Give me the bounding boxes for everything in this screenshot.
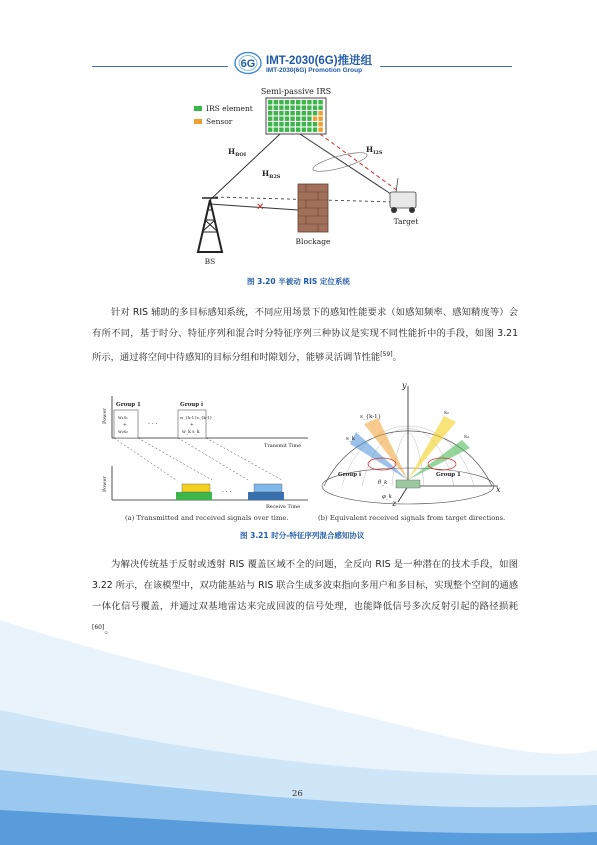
axis-z: z [392,499,397,508]
theta-label: θ_k [378,480,388,486]
irs-element-cell [296,117,300,121]
panel-a [102,396,308,510]
link-irs-target-dashed [320,134,402,194]
irs-element-cell [302,128,306,132]
legend-sensor-label: Sensor [206,117,233,126]
power-label-bottom: Power [102,476,108,492]
irs-element-cell [307,122,311,126]
irs-element-cell [290,100,294,104]
irs-element-cell [274,128,278,132]
irs-element-cell [313,128,317,132]
link-bs-irs [210,134,280,200]
irs-element-cell [313,122,317,126]
irs-element-cell [290,128,294,132]
paragraph-1: 针对 RIS 辅助的多目标感知系统，不同应用场景下的感知性能要求（如感知频率、感知精度等）会有所不同，基于时分、特征序列和混合时分特征序列三种协议是实现不同性能折中的手段，如图 3.21 所示，通过将空间中待感知的目标分组和时隙划分，能够灵活调节性能[59]。 [92,307,518,364]
irs-element-cell [296,100,300,104]
irs-element-cell [285,100,289,104]
legend-irs-label: IRS element [206,104,253,113]
axis-y: y [402,381,407,390]
svg-text:+: + [123,423,127,428]
panel-b [322,381,501,508]
target-label: Target [393,217,419,226]
irs-element-cell [268,128,272,132]
irs-element-cell [313,106,317,110]
blockage-wall [298,184,328,232]
irs-element-cell [274,122,278,126]
blocked-mark-icon: ✕ [256,202,265,213]
figure-3-21-caption: 图 3.21 时分-特征序列混合感知协议 [240,531,365,540]
power-label-top: Power [102,408,108,424]
sensor-cell [318,111,322,115]
irs-element-cell [313,111,317,115]
h-bi-label: $H_{BOI}$ [228,147,247,158]
axis-x: x [496,485,501,494]
irs-element-cell [268,100,272,104]
irs-element-cell [290,106,294,110]
irs-element-cell [285,122,289,126]
irs-element-cell [302,111,306,115]
svg-text:w₂s₂: w₂s₂ [118,430,128,435]
irs-element-cell [285,106,289,110]
sensor-cell [318,122,322,126]
figure-3-21 [92,376,510,528]
header-rule-right [380,66,512,67]
irs-element-cell [302,106,306,110]
subcaption-a: (a) Transmitted and received signals over time. [125,514,289,522]
header-subtitle: IMT-2030(6G) Promotion Group [266,67,363,74]
header-rule-left [92,66,228,67]
irs-element-cell [307,117,311,121]
sensor-cell [318,117,322,121]
svg-text:w_k s_k: w_k s_k [182,430,200,435]
link-bs-blockage [210,204,298,210]
page-number: 26 [292,789,303,799]
reference-59: [59] [380,351,393,358]
irs-element-cell [274,117,278,121]
bs-label: BS [204,257,216,266]
irs-element-cell [318,106,322,110]
irs-element-cell [274,111,278,115]
irs-element-cell [285,111,289,115]
beam-ellipse [311,149,368,175]
irs-element-cell [307,111,311,115]
svg-text:+: + [190,423,194,428]
irs-element-cell [290,111,294,115]
irs-element-cell [302,100,306,104]
blockage-label: Blockage [295,237,331,246]
irs-element-cell [307,100,311,104]
logo-mark: 6G [240,58,256,70]
irs-element-cell [302,122,306,126]
subcaption-b: (b) Equivalent received signals from target directions. [318,514,506,522]
irs-element-cell [279,111,283,115]
bs-tower-icon [198,198,222,252]
irs-element-cell [307,128,311,132]
receive-time-label: Receive Time [266,504,301,510]
irs-element-cell [302,117,306,121]
irs-element-cell [268,111,272,115]
target-robot-icon [390,178,416,213]
paragraph-1-text: 针对 RIS 辅助的多目标感知系统，不同应用场景下的感知性能要求（如感知频率、感知精度等）会有所不同，基于时分、特征序列和混合时分特征序列三种协议是实现不同性能折中的手段，如图 3.21 所示，通过将空间中待感知的目标分组和时隙划分，能够灵活调节性能 [92,307,518,364]
svg-text:w₁s₁: w₁s₁ [118,416,128,421]
irs-element-cell [279,128,283,132]
irs-element-cell [268,106,272,110]
irs-element-cell [285,128,289,132]
paragraph-2-text: 为解决传统基于反射或透射 RIS 覆盖区域不全的问题，全反向 RIS 是一种潜在的技术手段，如图 3.22 所示，在该模型中，双功能基站与 RIS 联合生成多波束指向多用户和多目标，实现整个空间的通感一体化信号覆盖，并通过双基地雷达来完成回波的信号处理，也能降低信号多次反射引起的路径损耗 [92,559,518,612]
decorative-wave-background [0,600,597,845]
irs-element-cell [307,106,311,110]
irs-element-cell [279,122,283,126]
h-2s-label: $H_{B2S}$ [262,169,281,180]
group-1-label: Group 1 [116,402,141,408]
dots-top: · · · [148,421,158,428]
sensor-cell [318,128,322,132]
irs-element-cell [279,117,283,121]
svg-text:w_{k-1}s_{k-1}: w_{k-1}s_{k-1} [180,415,213,420]
irs-title: Semi-passive IRS [260,87,332,96]
header-title: IMT-2030(6G)推进组 [266,55,373,67]
group-i-right-label: Group i [338,472,362,478]
ris-surface [396,480,420,488]
irs-element-cell [296,122,300,126]
group-1-right-label: Group 1 [436,472,461,478]
irs-element-cell [279,100,283,104]
irs-element-cell [296,111,300,115]
s-1-label: s₁ [444,410,450,416]
legend-irs-swatch [194,106,202,111]
irs-element-cell [285,117,289,121]
logo-icon [234,51,262,75]
irs-element-cell [274,100,278,104]
irs-element-cell [268,122,272,126]
irs-element-cell [318,100,322,104]
figure-3-20 [180,82,440,272]
group-i-label: Group i [180,402,204,408]
s-k-label: s_k [346,436,355,442]
irs-element-cell [279,106,283,110]
sensor-cell [313,117,317,121]
transmit-time-label: Transmit Time [264,443,302,449]
reference-60: [60] [92,624,105,631]
s-2-label: s₂ [464,434,470,440]
irs-element-cell [274,106,278,110]
paragraph-2: 为解决传统基于反射或透射 RIS 覆盖区域不全的问题，全反向 RIS 是一种潜在的技术手段，如图 3.22 所示，在该模型中，双功能基站与 RIS 联合生成多波束指向多用户和多目标，实现整个空间的通感一体化信号覆盖，并通过双基地雷达来完成回波的信号处理，也能降低信号多次反射引起的路径损耗[60]。 [92,559,518,637]
irs-element-cell [296,106,300,110]
dots-bottom: · · · [222,489,232,496]
irs-element-cell [296,128,300,132]
phi-label: φ_k [382,494,392,500]
s-k1-label: s_{k-1} [360,414,382,420]
irs-element-cell [313,100,317,104]
legend-sensor-swatch [194,119,202,124]
irs-element-cell [268,117,272,121]
irs-element-cell [290,122,294,126]
figure-3-20-caption: 图 3.20 半被动 RIS 定位系统 [247,277,350,286]
irs-element-cell [290,117,294,121]
h-is-label: $H_{I2S}$ [366,145,383,156]
